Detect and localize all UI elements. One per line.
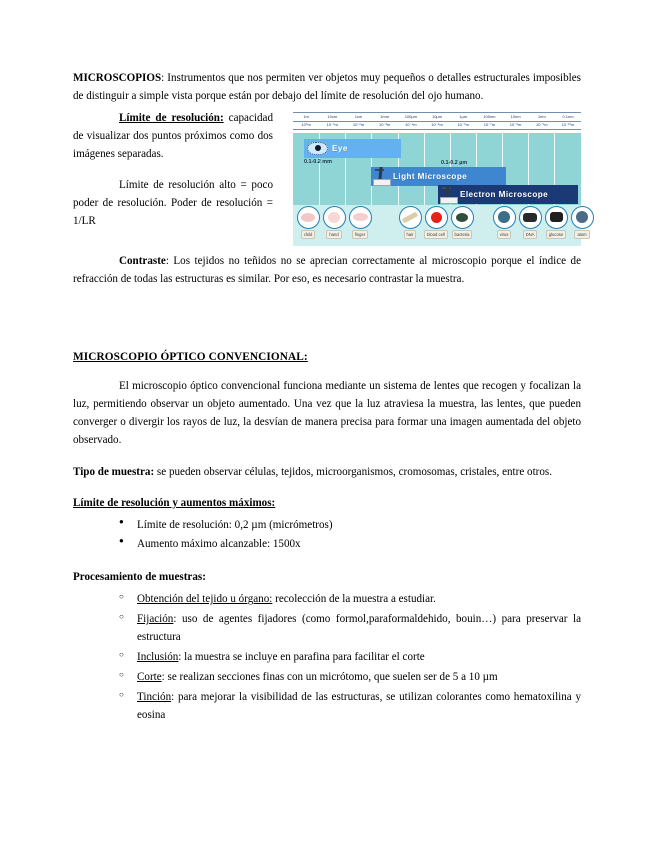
specimen-item bbox=[398, 205, 423, 240]
light-microscope-resolution-annotation: 0.1-0.2 µm bbox=[441, 159, 468, 166]
intro-lead: MICROSCOPIOS bbox=[73, 72, 162, 84]
specimen-item bbox=[424, 205, 449, 240]
specimen-item bbox=[544, 205, 569, 240]
specimen-item bbox=[450, 205, 475, 240]
specimen-item bbox=[322, 205, 347, 240]
specimen-item bbox=[518, 205, 543, 240]
specimen-label: bacteria bbox=[452, 230, 473, 239]
contraste-heading: Contraste bbox=[119, 254, 166, 267]
limite-resolucion-paragraph bbox=[73, 110, 273, 164]
limite-resolucion-heading: Límite de resolución: bbox=[119, 111, 224, 124]
atom-icon bbox=[571, 206, 594, 229]
scale-tick: 1nm bbox=[537, 113, 546, 119]
scale-of-resolution-diagram bbox=[293, 112, 587, 246]
scale-tick: 1cm bbox=[354, 113, 363, 119]
contraste-paragraph bbox=[73, 253, 581, 289]
eye-resolution-annotation: 0.1-0.2 mm bbox=[304, 158, 332, 165]
dna-icon bbox=[519, 206, 542, 229]
specimen-item bbox=[348, 205, 373, 240]
specimen-item bbox=[296, 205, 321, 240]
specimen-group-mid bbox=[397, 205, 475, 246]
specimen-label: atom bbox=[574, 230, 589, 239]
figure-scale-header bbox=[293, 112, 581, 133]
scale-row-exponents bbox=[293, 121, 581, 129]
scale-exp: 10⁻⁶m bbox=[457, 122, 469, 128]
scale-exp: 10⁻³m bbox=[379, 122, 391, 128]
finger-icon bbox=[349, 206, 372, 229]
glucose-icon bbox=[545, 206, 568, 229]
specimen-item bbox=[570, 205, 595, 240]
scale-tick: 100nm bbox=[483, 113, 496, 119]
intro-text: : Instrumentos que nos permiten ver objetos muy pequeños o detalles estructurales imposibles de distinguir a simple vista porque están por debajo del límite de resolución del ojo humano. bbox=[73, 72, 581, 102]
limite-aumentos-list bbox=[73, 517, 581, 555]
list-item bbox=[119, 649, 581, 667]
list-item-term: Obtención del tejido u órgano: bbox=[137, 593, 273, 606]
scale-exp: 10⁻⁹m bbox=[535, 122, 548, 128]
specimen-label: hair bbox=[404, 230, 417, 239]
limite-resolucion-text: capacidad de visualizar dos puntos próximos como dos imágenes separadas. bbox=[73, 111, 273, 160]
procesamiento-heading: Procesamiento de muestras: bbox=[73, 571, 206, 584]
scale-exp: 10⁻²m bbox=[352, 122, 365, 128]
band-eye bbox=[304, 139, 401, 158]
microscopio-optico-paragraph: El microscopio óptico convencional funciona mediante un sistema de lentes que recogen y focalizan la luz, permitiendo observar un objeto aumentado. Una vez que la luz atraviesa la muestra, las lentes, que pueden converger o divergir los rayos de luz, la desvían de manera precisa para formar una imagen aumentada del objeto observado. bbox=[73, 379, 581, 446]
specimen-group-right bbox=[491, 205, 595, 246]
scale-exp: 10⁻¹m bbox=[326, 122, 338, 128]
list-item-term: Fijación bbox=[137, 613, 174, 626]
specimen-label: child bbox=[301, 230, 316, 239]
band-em-label: Electron Microscope bbox=[460, 189, 549, 199]
left-text-column bbox=[73, 110, 273, 231]
virus-icon bbox=[493, 206, 516, 229]
scale-exp: 10⁻⁴m bbox=[405, 122, 417, 128]
scale-tick: 0.1nm bbox=[562, 113, 574, 119]
hair-icon bbox=[399, 206, 422, 229]
scale-tick: 100µm bbox=[404, 113, 417, 119]
band-electron-microscope bbox=[438, 185, 578, 204]
band-light-microscope bbox=[371, 167, 506, 186]
specimen-group-left bbox=[295, 205, 373, 246]
contraste-text: : Los tejidos no teñidos no se aprecian correctamente al microscopio porque el índice de refracción de todas las estructuras es similar. Por eso, es necesario contrastar la muestra. bbox=[73, 254, 581, 285]
list-item-term: Inclusión bbox=[137, 651, 179, 664]
document-content bbox=[73, 70, 587, 727]
list-item: ● Aumento máximo alcanzable: 1500x bbox=[119, 536, 581, 554]
figure-body bbox=[293, 133, 581, 205]
list-item bbox=[119, 689, 581, 725]
list-item-rest: : la muestra se incluye en parafina para facilitar el corte bbox=[178, 651, 425, 664]
intro-paragraph bbox=[73, 70, 581, 106]
eye-icon bbox=[307, 142, 328, 155]
limite-aumentos-heading: Límite de resolución y aumentos máximos: bbox=[73, 496, 276, 509]
list-item-term: Tinción bbox=[137, 691, 172, 704]
figure-wrapper bbox=[293, 112, 587, 246]
scale-exp: 10⁻¹⁰m bbox=[561, 122, 575, 128]
band-eye-label: Eye bbox=[332, 143, 348, 153]
scale-rule-bottom bbox=[293, 129, 581, 130]
list-item-rest: : se realizan secciones finas con un micrótomo, que suelen ser de 5 a 10 µm bbox=[161, 671, 498, 684]
list-item-rest: recolección de la muestra a estudiar. bbox=[272, 593, 436, 606]
hand-icon bbox=[323, 206, 346, 229]
section-heading-microscopio-optico: MICROSCOPIO ÓPTICO CONVENCIONAL: bbox=[73, 350, 308, 363]
list-item-term: Corte bbox=[137, 671, 162, 684]
specimen-label: virus bbox=[497, 230, 512, 239]
scale-row-units bbox=[293, 113, 581, 121]
scale-tick: 10nm bbox=[510, 113, 521, 119]
list-item: ● Límite de resolución: 0,2 µm (micrómetros) bbox=[119, 517, 581, 535]
bacteria-icon bbox=[451, 206, 474, 229]
list-item bbox=[119, 669, 581, 687]
procesamiento-list bbox=[73, 591, 581, 725]
specimen-label: finger bbox=[352, 230, 368, 239]
band-light-label: Light Microscope bbox=[393, 171, 468, 181]
blood-cell-icon bbox=[425, 206, 448, 229]
scale-exp: 10⁻⁵m bbox=[431, 122, 443, 128]
child-icon bbox=[297, 206, 320, 229]
limite-resolucion-second-paragraph: Límite de resolución alto = poco poder de resolución. Poder de resolución = 1/LR bbox=[73, 178, 273, 227]
scale-exp: 10⁻⁸m bbox=[509, 122, 522, 128]
scale-tick: 1mm bbox=[380, 113, 390, 119]
specimen-item bbox=[492, 205, 517, 240]
tipo-muestra-text: se pueden observar células, tejidos, microorganismos, cromosomas, cristales, entre otros. bbox=[154, 465, 552, 478]
electron-microscope-icon bbox=[440, 184, 457, 204]
scale-tick: 1µm bbox=[459, 113, 468, 119]
scale-tick: 1m bbox=[303, 113, 309, 119]
scale-exp: 10⁻⁷m bbox=[483, 122, 496, 128]
list-item bbox=[119, 591, 581, 609]
scale-tick: 10µm bbox=[431, 113, 443, 119]
specimen-label: hand bbox=[326, 230, 341, 239]
figure-specimen-strip bbox=[293, 205, 587, 246]
scale-exp: 10⁰m bbox=[301, 122, 311, 128]
tipo-muestra-paragraph bbox=[73, 464, 581, 482]
list-item-rest: : para mejorar la visibilidad de las estructuras, se utilizan colorantes como hematoxilina y eosina bbox=[137, 691, 581, 722]
list-item bbox=[119, 611, 581, 647]
specimen-label: glucose bbox=[546, 230, 566, 239]
light-microscope-icon bbox=[373, 166, 390, 186]
scale-tick: 10cm bbox=[327, 113, 338, 119]
list-item-rest: : uso de agentes fijadores (como formol,paraformaldehido, bouin…) para preservar la estructura bbox=[137, 613, 581, 644]
specimen-label: blood cell bbox=[424, 230, 448, 239]
tipo-muestra-heading: Tipo de muestra: bbox=[73, 465, 155, 478]
specimen-label: DNA bbox=[523, 230, 538, 239]
